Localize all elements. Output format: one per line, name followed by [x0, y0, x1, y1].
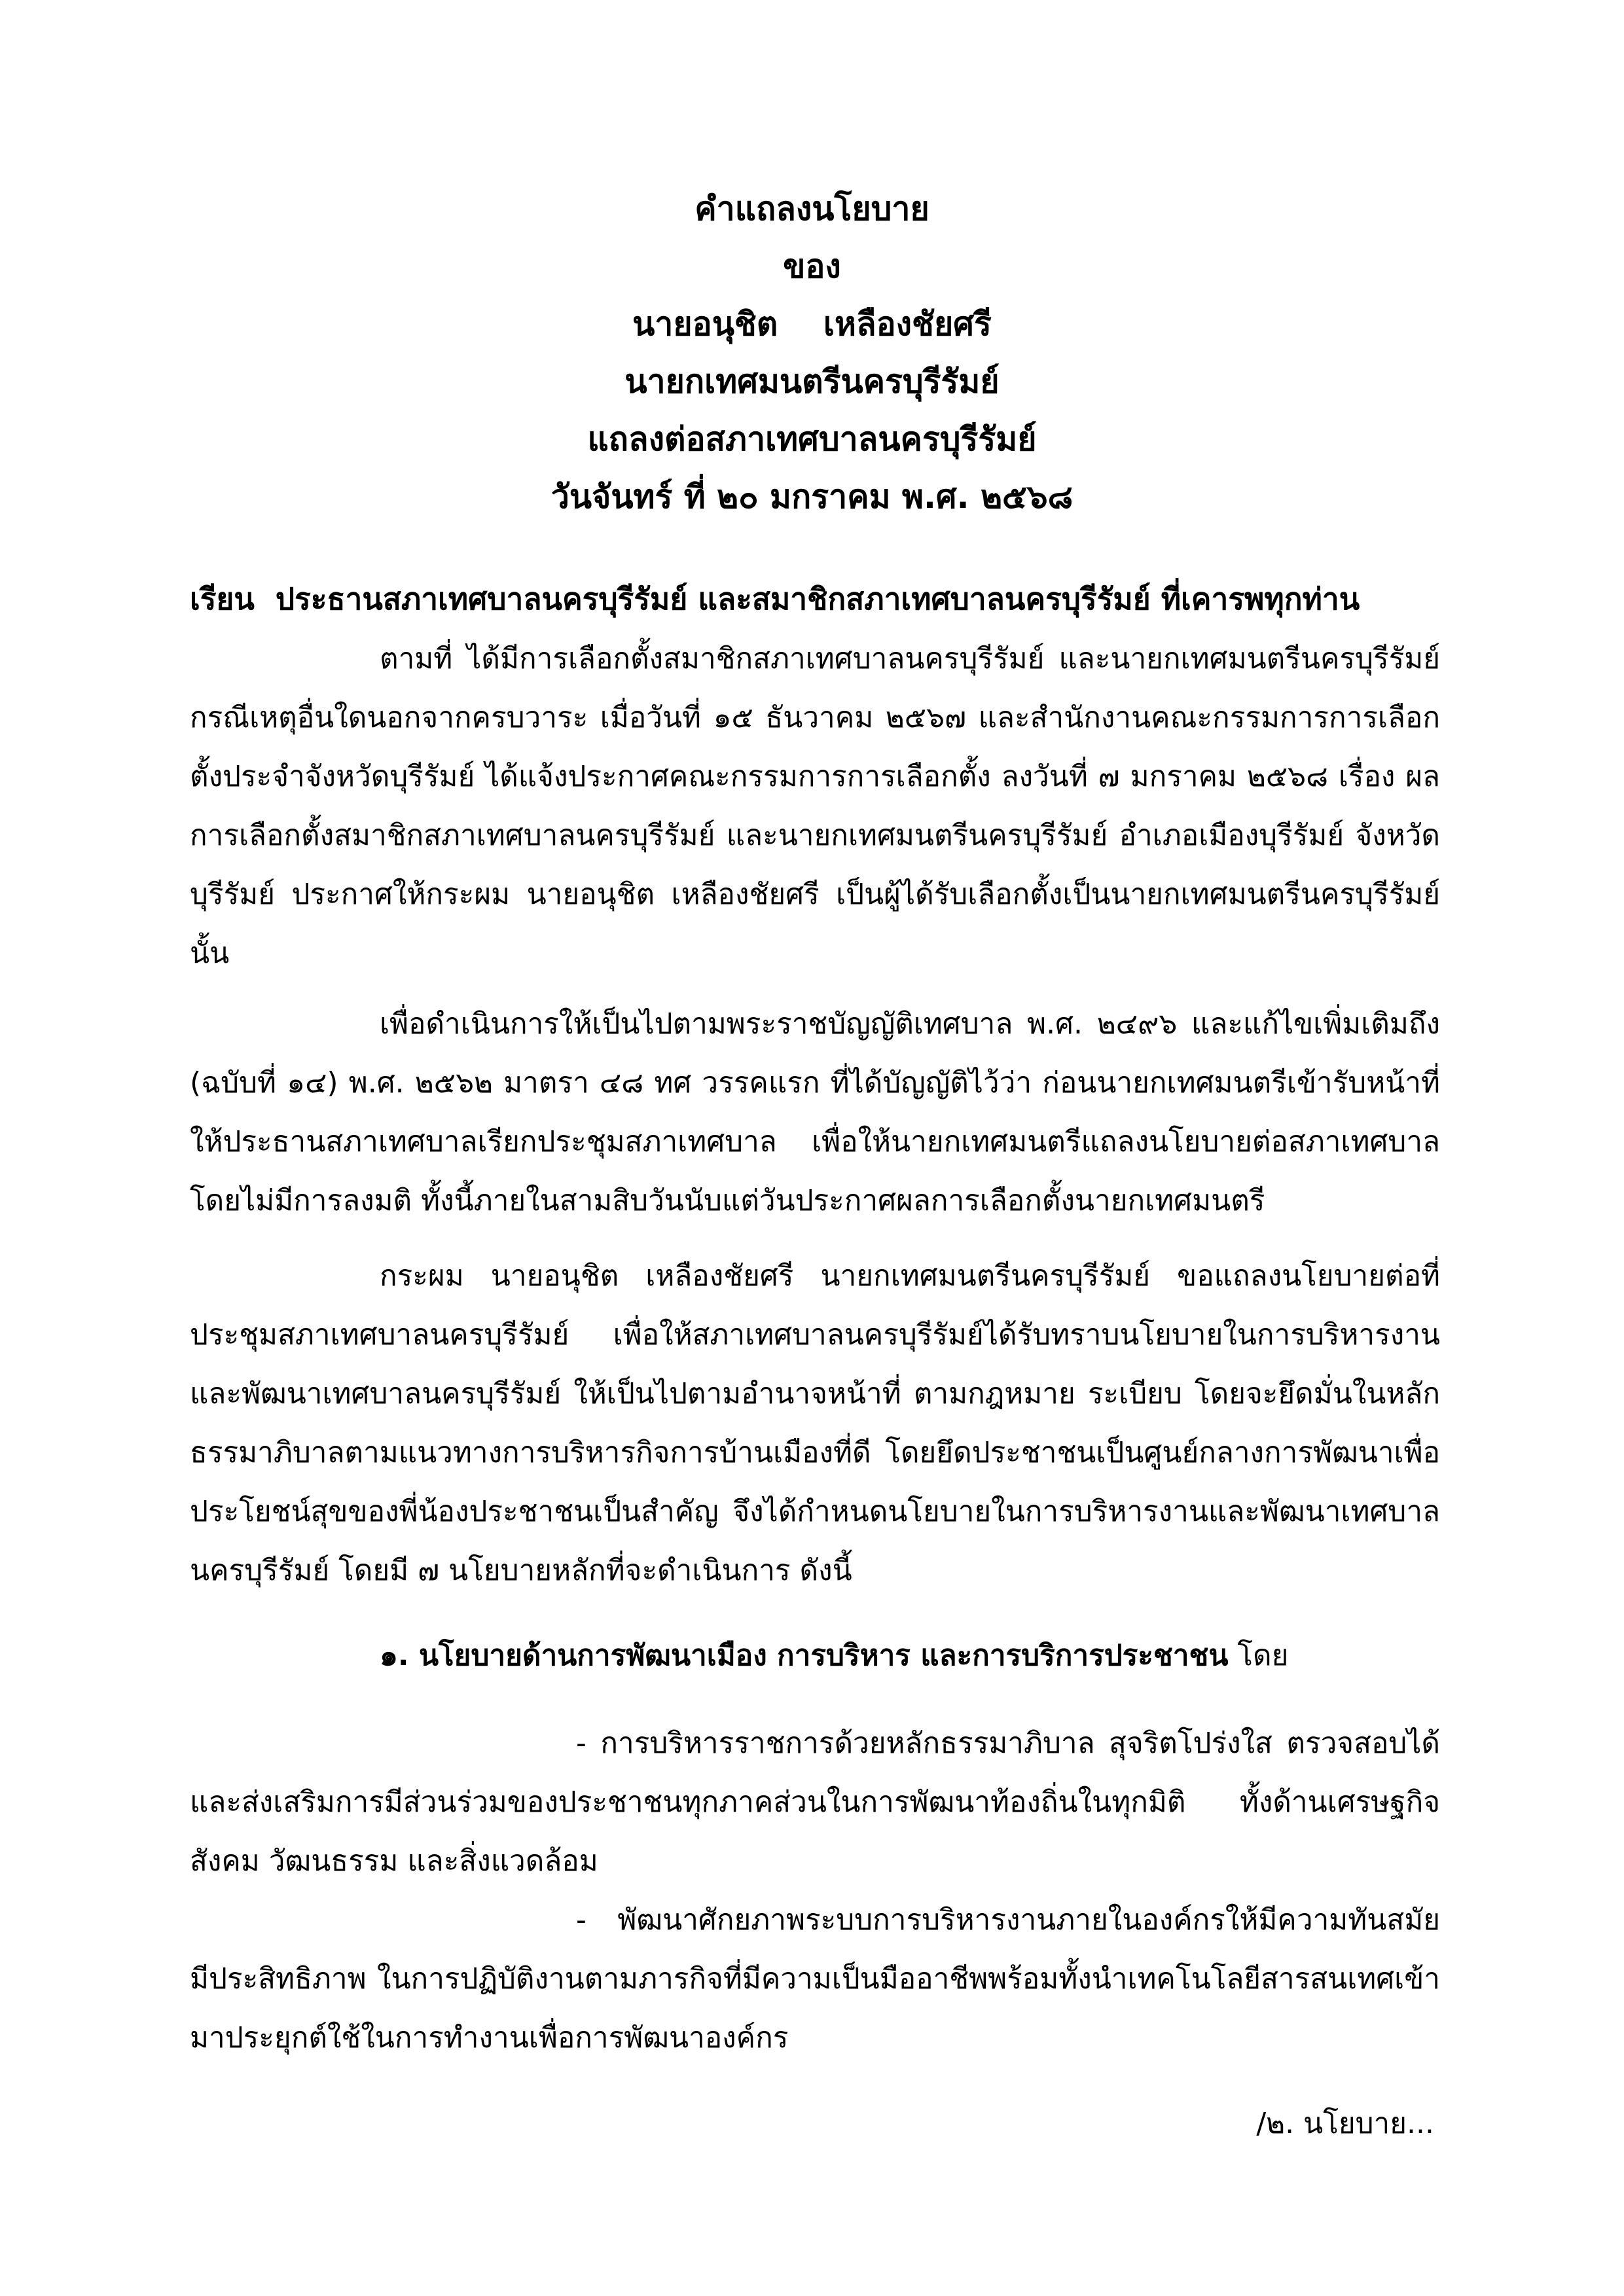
policy-1-heading: ๑. นโยบายด้านการพัฒนาเมือง การบริหาร และการบริการประชาชน [380, 1639, 1229, 1672]
policy-1-item-organization: - พัฒนาศักยภาพระบบการบริหารงานภายในองค์กรให้มีความทันสมัย มีประสิทธิภาพ ในการปฏิบัติงานตามภารกิจที่มีความเป็นมืออาชีพพร้อมทั้งนำเทคโนโลยีสารสนเทศเข้ามาประยุกต์ใช้ในการทำงานเพื่อการพัฒนาองค์กร [190, 1903, 1440, 2054]
title-name: นายอนุชิต เหลืองชัยศรี [632, 305, 992, 343]
paragraph-policy-intro: กระผม นายอนุชิต เหลืองชัยศรี นายกเทศมนตรีนครบุรีรัมย์ ขอแถลงนโยบายต่อที่ประชุมสภาเทศบาลนครบุรีรัมย์ เพื่อให้สภาเทศบาลนครบุรีรัมย์ได้รับทราบนโยบายในการบริหารงานและพัฒนาเทศบาลนครบุรีรัมย์ ให้เป็นไปตามอำนาจหน้าที่ ตามกฎหมาย ระเบียบ โดยจะยึดมั่นในหลักธรรมาภิบาลตามแนวทางการบริหารกิจการบ้านเมืองที่ดี โดยยึดประชาชนเป็นศูนย์กลางการพัฒนาเพื่อประโยชน์สุขของพี่น้องประชาชนเป็นสำคัญ จึงได้กำหนดนโยบายในการบริหารงานและพัฒนาเทศบาลนครบุรีรัมย์ โดยมี ๗ นโยบายหลักที่จะดำเนินการ ดังนี้ [190, 1259, 1440, 1587]
policy-1-item-governance: - การบริหารราชการด้วยหลักธรรมาภิบาล สุจริตโปร่งใส ตรวจสอบได้และส่งเสริมการมีส่วนร่วมของประชาชนทุกภาคส่วนในการพัฒนาท้องถิ่นในทุกมิติ ทั้งด้านเศรษฐกิจ สังคม วัฒนธรรม และสิ่งแวดล้อม [190, 1727, 1440, 1878]
title-addressed-to: แถลงต่อสภาเทศบาลนครบุรีรัมย์ [587, 420, 1037, 458]
title-heading: คำแถลงนโยบาย [695, 190, 929, 228]
policy-1-heading-line [190, 1626, 1440, 1685]
page-continuation: /๒. นโยบาย... [1256, 2107, 1434, 2140]
title-position: นายกเทศมนตรีนครบุรีรัมย์ [624, 363, 1000, 401]
paragraph-election: ตามที่ ได้มีการเลือกตั้งสมาชิกสภาเทศบาลนครบุรีรัมย์ และนายกเทศมนตรีนครบุรีรัมย์ กรณีเหตุอื่นใดนอกจากครบวาระ เมื่อวันที่ ๑๕ ธันวาคม ๒๕๖๗ และสำนักงานคณะกรรมการการเลือกตั้งประจำจังหวัดบุรีรัมย์ ได้แจ้งประกาศคณะกรรมการการเลือกตั้ง ลงวันที่ ๗ มกราคม ๒๕๖๘ เรื่อง ผลการเลือกตั้งสมาชิกสภาเทศบาลนครบุรีรัมย์ และนายกเทศมนตรีนครบุรีรัมย์ อำเภอเมืองบุรีรัมย์ จังหวัดบุรีรัมย์ ประกาศให้กระผม นายอนุชิต เหลืองชัยศรี เป็นผู้ได้รับเลือกตั้งเป็นนายกเทศมนตรีนครบุรีรัมย์ นั้น [190, 642, 1440, 970]
title-date: วันจันทร์ ที่ ๒๐ มกราคม พ.ศ. ๒๕๖๘ [550, 478, 1074, 516]
document-title-block [0, 180, 1624, 526]
policy-1-heading-suffix: โดย [1228, 1639, 1289, 1672]
salutation: เรียน ประธานสภาเทศบาลนครบุรีรัมย์ และสมาชิกสภาเทศบาลนครบุรีรัมย์ ที่เคารพทุกท่าน [190, 581, 1360, 617]
paragraph-legal-basis: เพื่อดำเนินการให้เป็นไปตามพระราชบัญญัติเทศบาล พ.ศ. ๒๔๙๖ และแก้ไขเพิ่มเติมถึง (ฉบับที่ ๑๔) พ.ศ. ๒๕๖๒ มาตรา ๔๘ ทศ วรรคแรก ที่ได้บัญญัติไว้ว่า ก่อนนายกเทศมนตรีเข้ารับหน้าที่ให้ประธานสภาเทศบาลเรียกประชุมสภาเทศบาล เพื่อให้นายกเทศมนตรีแถลงนโยบายต่อสภาเทศบาลโดยไม่มีการลงมติ ทั้งนี้ภายในสามสิบวันนับแต่วันประกาศผลการเลือกตั้งนายกเทศมนตรี [190, 1007, 1440, 1217]
title-of: ของ [783, 247, 841, 285]
